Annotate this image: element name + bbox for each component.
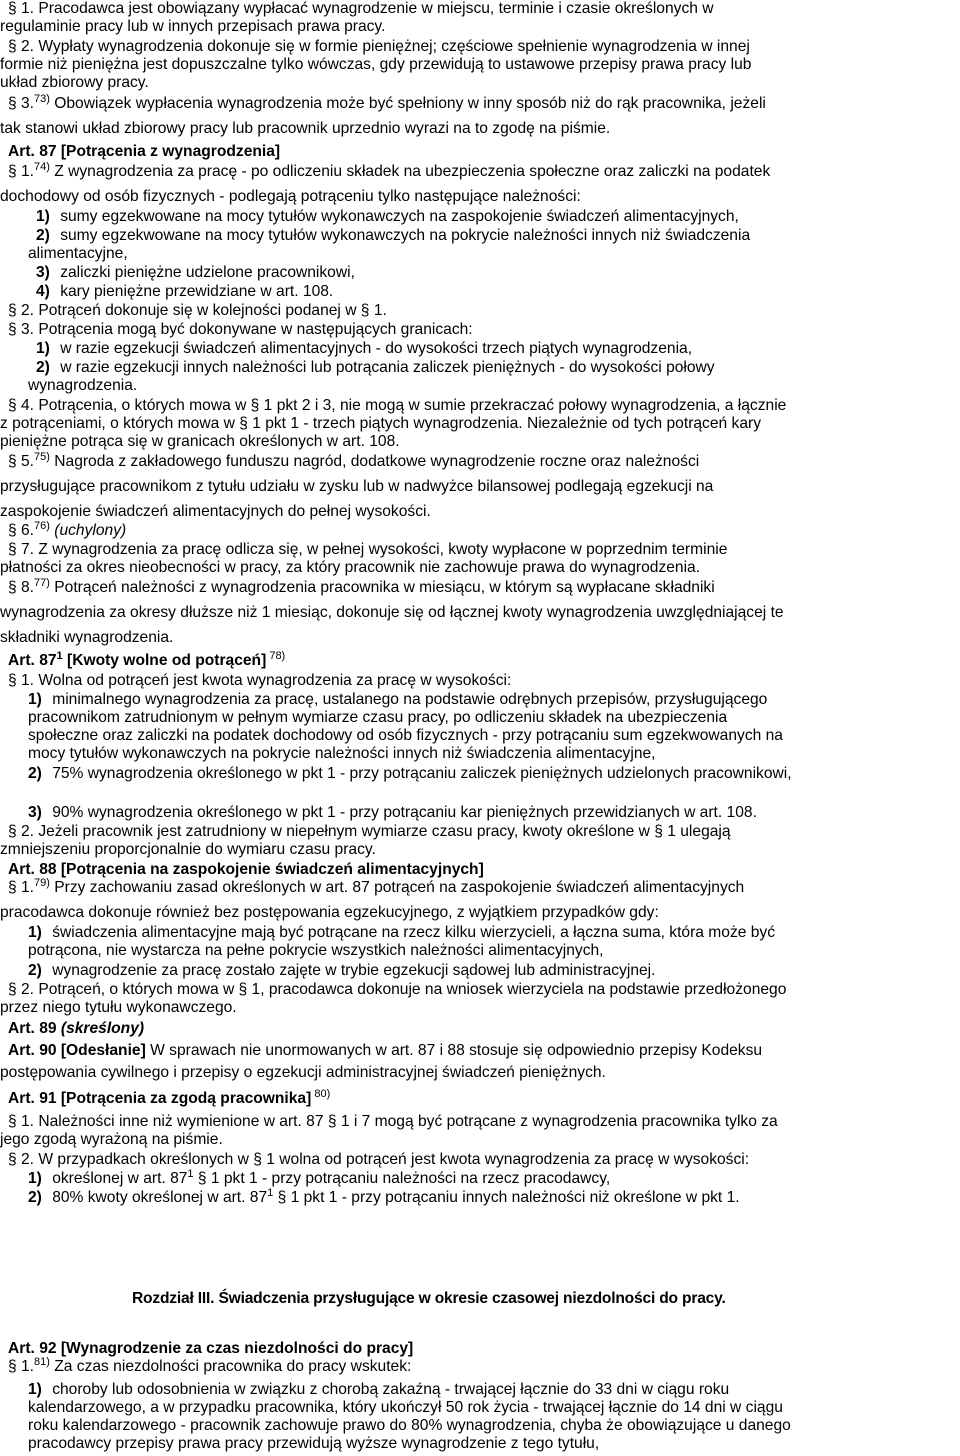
text-span: § 2. Jeżeli pracownik jest zatrudniony w niepełnym wymiarze czasu pracy, kwoty określone w § 1 ulegają xyxy=(8,823,731,840)
text-span: składniki wynagrodzenia. xyxy=(0,629,174,646)
text-line xyxy=(28,942,604,960)
text-span: kary pieniężne przewidziane w art. 108. xyxy=(55,283,334,300)
text-span: § 3. Potrącenia mogą być dokonywane w następujących granicach: xyxy=(8,321,473,338)
text-span: w razie egzekucji innych należności lub potrącania zaliczek pieniężnych - do wysokości połowy xyxy=(55,359,715,376)
text-span: wynagrodzenia za okresy dłuższe niż 1 miesiąc, dokonuje się od łącznej kwoty wynagrodzenia uwzględniającej te xyxy=(0,604,784,621)
text-line xyxy=(132,1290,726,1308)
text-span: § 5. xyxy=(8,453,35,470)
text-line xyxy=(8,1020,144,1038)
list-number: 1) xyxy=(28,1381,42,1398)
text-line xyxy=(8,1151,749,1169)
article-heading: Art. 91 [Potrącenia za zgodą pracownika] xyxy=(8,1090,312,1107)
text-span: Obowiązek wypłacenia wynagrodzenia może być spełniony w inny sposób niż do rąk pracownika, jeżeli xyxy=(49,95,766,112)
text-span: (uchylony) xyxy=(49,522,127,539)
article-heading: [Kwoty wolne od potrąceń] xyxy=(62,652,267,669)
text-span: tak stanowi układ zbiorowy pracy lub pracownik uprzednio wyrazi na to zgodę na piśmie. xyxy=(0,120,611,137)
text-span: społeczne oraz zaliczki na podatek dochodowy od osób fizycznych - przy potrącaniu sum egzekwowanych na xyxy=(28,727,783,744)
text-span: § 1. Pracodawca jest obowiązany wypłacać wynagrodzenie w miejscu, terminie i czasie określonych w xyxy=(8,0,714,17)
text-line xyxy=(28,727,783,745)
text-span: § 1. Należności inne niż wymienione w art. 87 § 1 i 7 mogą być potrącane z wynagrodzenia pracownika tylko za xyxy=(8,1113,778,1130)
text-span: określonej w art. 87 xyxy=(47,1170,188,1187)
text-line xyxy=(28,1435,599,1453)
text-line xyxy=(8,672,511,690)
text-span: § 1 pkt 1 - przy potrącaniu należności na rzecz pracodawcy, xyxy=(193,1170,611,1187)
text-line xyxy=(8,649,286,670)
text-span: potrącona, nie wystarcza na pełne pokrycie wszystkich należności alimentacyjnych, xyxy=(28,942,604,959)
text-span: alimentacyjne, xyxy=(28,245,128,262)
text-span: wynagrodzenie za pracę zostało zajęte w trybie egzekucji sądowej lub administracyjnej. xyxy=(47,962,656,979)
list-number: 2) xyxy=(28,1189,42,1206)
article-heading: (skreślony) xyxy=(60,1020,145,1037)
text-span: przysługujące pracownikom z tytułu udziału w zysku lub w nadwyżce bilansowej podlegają egzekucji na xyxy=(0,478,714,495)
footnote-marker: 73) xyxy=(34,92,50,105)
text-span: pieniężne potrąca się w granicach określonych w art. 108. xyxy=(0,433,400,450)
text-line xyxy=(0,1064,606,1082)
footnote-marker: 75) xyxy=(34,450,50,463)
text-line xyxy=(8,450,700,471)
text-line xyxy=(0,904,659,922)
text-span: sumy egzekwowane na mocy tytułów wykonawczych na zaspokojenie świadczeń alimentacyjnych, xyxy=(55,208,739,225)
list-number: 2) xyxy=(28,765,42,782)
text-line xyxy=(8,981,786,999)
footnote-marker: 79) xyxy=(34,876,50,889)
text-span: Przy zachowaniu zasad określonych w art. 87 potrąceń na zaspokojenie świadczeń alimentacyjnych xyxy=(49,879,745,896)
text-line xyxy=(8,1113,778,1131)
text-line xyxy=(8,38,750,56)
text-line xyxy=(0,503,431,521)
text-span: § 1. xyxy=(8,1358,35,1375)
text-span: układ zbiorowy pracy. xyxy=(0,74,149,91)
text-line xyxy=(28,377,137,395)
text-span: 75% wynagrodzenia określonego w pkt 1 - przy potrącaniu zaliczek pieniężnych udzielonych pracownikowi, xyxy=(47,765,792,782)
text-line xyxy=(8,302,387,320)
footnote-marker: 76) xyxy=(34,519,50,532)
text-line xyxy=(28,962,655,980)
text-line xyxy=(8,1087,331,1108)
text-span: regulaminie pracy lub w innych przepisach prawa pracy. xyxy=(0,18,386,35)
article-heading: Art. 87 [Potrącenia z wynagrodzenia] xyxy=(8,143,281,160)
text-span: Nagroda z zakładowego funduszu nagród, dodatkowe wynagrodzenie roczne oraz należności xyxy=(49,453,700,470)
text-line xyxy=(8,143,280,161)
text-line xyxy=(0,120,610,138)
text-line xyxy=(28,924,775,942)
text-line xyxy=(8,1042,762,1060)
list-number: 2) xyxy=(36,359,50,376)
text-line xyxy=(36,227,750,245)
article-heading: Art. 92 [Wynagrodzenie za czas niezdolności do pracy] xyxy=(8,1340,414,1357)
text-line xyxy=(8,321,473,339)
text-span: minimalnego wynagrodzenia za pracę, ustalanego na podstawie odrębnych przepisów, przysługującego xyxy=(47,691,768,708)
text-span: § 1 pkt 1 - przy potrącaniu innych należności niż określone w pkt 1. xyxy=(273,1189,740,1206)
text-span: § 2. Potrąceń dokonuje się w kolejności podanej w § 1. xyxy=(8,302,387,319)
list-number: 1) xyxy=(28,691,42,708)
list-number: 3) xyxy=(28,804,42,821)
text-line xyxy=(0,604,784,622)
text-line xyxy=(0,18,385,36)
text-line xyxy=(0,188,581,206)
text-line xyxy=(0,559,700,577)
footnote-marker: 74) xyxy=(34,160,50,173)
text-line xyxy=(0,74,149,92)
text-span: zaspokojenie świadczeń alimentacyjnych do pełnej wysokości. xyxy=(0,503,431,520)
text-span: postępowania cywilnego i przepisy o egzekucji administracyjnej świadczeń pieniężnych. xyxy=(0,1064,606,1081)
chapter-heading: Rozdział III. Świadczenia przysługujące w okresie czasowej niezdolności do pracy. xyxy=(132,1290,726,1307)
text-span: § 2. W przypadkach określonych w § 1 wolna od potrąceń jest kwota wynagrodzenia za pracę w wysokości: xyxy=(8,1151,750,1168)
text-span: 90% wynagrodzenia określonego w pkt 1 - przy potrącaniu kar pieniężnych przewidzianych w art. 108. xyxy=(47,804,757,821)
text-line xyxy=(8,876,745,897)
text-span: § 2. Potrąceń, o których mowa w § 1, pracodawca dokonuje na wniosek wierzyciela na podstawie przedłożonego xyxy=(8,981,787,998)
text-line xyxy=(28,691,767,709)
text-line xyxy=(28,245,128,263)
text-span: Potrąceń należności z wynagrodzenia pracownika w miesiącu, w którym są wypłacane składniki xyxy=(49,579,715,596)
text-span: przez niego tytułu wykonawczego. xyxy=(0,999,237,1016)
text-line xyxy=(0,415,761,433)
list-number: 4) xyxy=(36,283,50,300)
text-span: § 6. xyxy=(8,522,35,539)
text-span: zaliczki pieniężne udzielone pracownikowi, xyxy=(55,264,355,281)
text-line xyxy=(0,999,237,1017)
text-span: w razie egzekucji świadczeń alimentacyjnych - do wysokości trzech piątych wynagrodzenia, xyxy=(55,340,693,357)
text-line xyxy=(28,765,792,783)
text-line xyxy=(28,804,757,822)
footnote-marker: 1 xyxy=(187,1167,194,1180)
text-span: sumy egzekwowane na mocy tytułów wykonawczych na pokrycie należności innych niż świadczenia xyxy=(55,227,751,244)
text-span: z potrąceniami, o których mowa w § 1 pkt 1 - trzech piątych wynagrodzenia. Niezależnie od tych potrąceń kary xyxy=(0,415,761,432)
text-span: § 8. xyxy=(8,579,35,596)
text-line xyxy=(8,0,714,18)
text-line xyxy=(8,541,727,559)
text-line xyxy=(0,841,376,859)
footnote-marker: 81) xyxy=(34,1355,50,1368)
article-heading: Art. 87 xyxy=(8,652,57,669)
text-line xyxy=(0,1131,223,1149)
list-number: 3) xyxy=(36,264,50,281)
list-number: 2) xyxy=(36,227,50,244)
text-line xyxy=(28,1167,611,1188)
article-heading: Art. 90 [Odesłanie] xyxy=(8,1042,146,1059)
text-span: § 4. Potrącenia, o których mowa w § 1 pkt 2 i 3, nie mogą w sumie przekraczać połowy wynagrodzenia, a łącznie xyxy=(8,397,787,414)
text-span: Za czas niezdolności pracownika do pracy wskutek: xyxy=(49,1358,412,1375)
text-line xyxy=(8,576,715,597)
list-number: 2) xyxy=(28,962,42,979)
list-number: 1) xyxy=(28,924,42,941)
text-line xyxy=(8,160,771,181)
text-span: choroby lub odosobnienia w związku z chorobą zakaźną - trwającej łącznie do 33 dni w ciągu roku xyxy=(47,1381,730,1398)
text-line xyxy=(36,208,739,226)
text-line xyxy=(0,478,713,496)
text-line xyxy=(28,1186,740,1207)
article-heading: Art. 89 xyxy=(8,1020,61,1037)
text-line xyxy=(0,629,173,647)
text-span: § 2. Wypłaty wynagrodzenia dokonuje się w formie pieniężnej; częściowe spełnienie wynagrodzenia w innej xyxy=(8,38,750,55)
text-span: dochodowy od osób fizycznych - podlegają potrąceniu tylko następujące należności: xyxy=(0,188,581,205)
text-line xyxy=(28,709,727,727)
text-line xyxy=(36,359,715,377)
text-span: mocy tytułów wykonawczych na pokrycie należności innych niż świadczenia alimentacyjne, xyxy=(28,745,656,762)
text-span: płatności za okres nieobecności w pracy, za który pracownik nie zachowuje prawa do wynagrodzenia. xyxy=(0,559,701,576)
text-line xyxy=(28,745,656,763)
text-span: wynagrodzenia. xyxy=(28,377,138,394)
text-span: roku kalendarzowego - pracownik zachowuje prawo do 80% wynagrodzenia, chyba że obowiązujące u danego xyxy=(28,1417,791,1434)
text-span: pracodawca dokonuje również bez postępowania egzekucyjnego, z wyjątkiem przypadków gdy: xyxy=(0,904,659,921)
text-span: 80% kwoty określonej w art. 87 xyxy=(47,1189,268,1206)
text-span: jego zgodą wyrażoną na piśmie. xyxy=(0,1131,223,1148)
text-span: § 1. Wolna od potrąceń jest kwota wynagrodzenia za pracę w wysokości: xyxy=(8,672,512,689)
text-line xyxy=(8,1340,413,1358)
text-line xyxy=(0,56,751,74)
text-line xyxy=(36,264,355,282)
text-span: pracownikom zatrudnionym w pełnym wymiarze czasu pracy, po odliczeniu składek na ubezpieczenia xyxy=(28,709,728,726)
text-line xyxy=(28,1381,729,1399)
footnote-marker: 1 xyxy=(267,1186,274,1199)
text-line xyxy=(8,823,731,841)
text-line xyxy=(36,340,692,358)
text-span: W sprawach nie unormowanych w art. 87 i 88 stosuje się odpowiednio przepisy Kodeksu xyxy=(145,1042,763,1059)
footnote-marker: 80) xyxy=(311,1087,331,1100)
article-heading: Art. 88 [Potrącenia na zaspokojenie świadczeń alimentacyjnych] xyxy=(8,861,484,878)
footnote-marker: 78) xyxy=(266,649,286,662)
text-span: Z wynagrodzenia za pracę - po odliczeniu składek na ubezpieczenia społeczne oraz zaliczki na podatek xyxy=(49,163,771,180)
footnote-marker: 1 xyxy=(56,649,63,662)
text-span: § 3. xyxy=(8,95,35,112)
text-span: zmniejszeniu proporcjonalnie do wymiaru czasu pracy. xyxy=(0,841,376,858)
text-span: kalendarzowego, a w przypadku pracownika, który ukończył 50 rok życia - trwającej łącznie do 14 dni w ciągu xyxy=(28,1399,783,1416)
list-number: 1) xyxy=(28,1170,42,1187)
text-line xyxy=(28,1399,783,1417)
text-span: pracodawcy przepisy prawa pracy przewidują wyższe wynagrodzenie z tego tytułu, xyxy=(28,1435,600,1452)
list-number: 1) xyxy=(36,208,50,225)
list-number: 1) xyxy=(36,340,50,357)
text-span: § 1. xyxy=(8,163,35,180)
text-line xyxy=(28,1417,791,1435)
text-line xyxy=(8,397,786,415)
text-line xyxy=(36,283,333,301)
text-line xyxy=(8,519,127,540)
text-span: § 7. Z wynagrodzenia za pracę odlicza się, w pełnej wysokości, kwoty wypłacone w poprzednim terminie xyxy=(8,541,728,558)
text-line xyxy=(0,433,400,451)
text-line xyxy=(8,92,766,113)
text-span: § 1. xyxy=(8,879,35,896)
text-line xyxy=(8,861,484,879)
footnote-marker: 77) xyxy=(34,576,50,589)
text-line xyxy=(8,1355,412,1376)
text-span: świadczenia alimentacyjne mają być potrącane na rzecz kilku wierzycieli, a łączna suma, która może być xyxy=(47,924,776,941)
text-span: formie niż pieniężna jest dopuszczalne tylko wówczas, gdy przewidują to ustawowe przepisy prawa pracy lub xyxy=(0,56,752,73)
